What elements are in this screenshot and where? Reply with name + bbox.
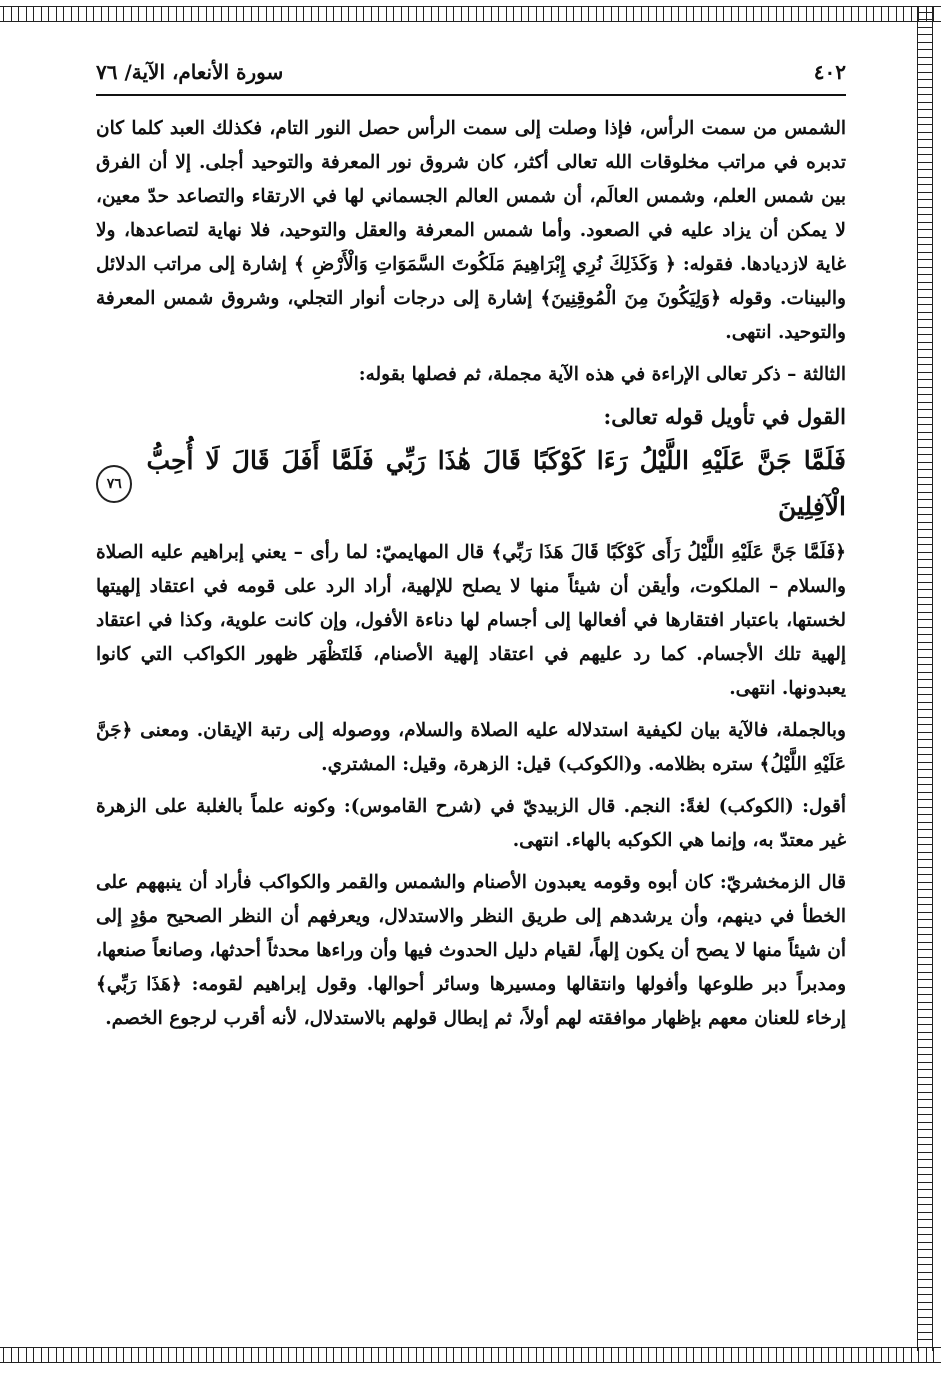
page-content [96, 60, 846, 1044]
paragraph-bottom-1: ﴿فَلَمَّا جَنَّ عَلَيْهِ اللَّيْلُ رَأَى كَوْكَبًا قَالَ هَذَا رَبِّي﴾ قال المهايميّ: لما رأى – يعني إبراهيم عليه الصلاة والسلام – الملكوت، وأيقن أن شيئاً منها لا يصلح للإلهية، أراد الرد على قومه في اعتقاد إلهيتها لخستها، باعتبار افتقارها في أفعالها إلى أجسام لها دناءة الأفول، وإن كانت علوية، وكذا في اعتقاد إلهية تلك الأجسام. كما رد عليهم في اعتقاد إلهية الأصنام، فَلتَظْهَر ظهور الكواكب التي كانوا يعبدونها. انتهى. [96, 542, 846, 699]
decorative-border-top [0, 6, 941, 22]
decorative-border-right [917, 6, 933, 1351]
paragraph-top-1: الشمس من سمت الرأس، فإذا وصلت إلى سمت الرأس حصل النور التام، فكذلك العبد كلما كان تدبره في مراتب مخلوقات الله تعالى أكثر، كان شروق نور المعرفة والتوحيد أجلى. إلا أن الفرق بين شمس العلم، وشمس العالَم، أن شمس العالم الجسماني لها في الارتقاء والتصاعد حدّ معين، لا يمكن أن يزاد عليه في الصعود. وأما شمس المعرفة والعقل والتوحيد، فلا نهاية لتصاعدها، ولا غاية لازديادها. فقوله: ﴿ وَكَذَلِكَ نُرِي إِبْرَاهِيمَ مَلَكُوتَ السَّمَوَاتِ وَالْأَرْضِ ﴾ إشارة إلى مراتب الدلائل والبينات. وقوله ﴿وَلِيَكُونَ مِنَ الْمُوقِنِينَ﴾ إشارة إلى درجات أنوار التجلي، وشروق شمس المعرفة والتوحيد. انتهى. [96, 118, 846, 343]
ayah-number-marker: ٧٦ [96, 465, 132, 503]
surah-title: سورة الأنعام، الآية/ ٧٦ [96, 60, 284, 84]
paragraph-top-2: الثالثة – ذكر تعالى الإراءة في هذه الآية مجملة، ثم فصلها بقوله: [358, 364, 846, 385]
decorative-border-bottom [0, 1347, 941, 1363]
quran-verse [96, 438, 846, 530]
page-number: ٤٠٢ [813, 60, 846, 84]
paragraph-bottom-2: وبالجملة، فالآية بيان لكيفية استدلاله عليه الصلاة والسلام، ووصوله إلى رتبة الإيقان. ومعنى ﴿جَنَّ عَلَيْهِ اللَّيْلُ﴾ ستره بظلامه. و(الكوكب) قيل: الزهرة، وقيل: المشتري. [96, 720, 846, 775]
verse-text: فَلَمَّا جَنَّ عَلَيْهِ اللَّيْلُ رَءَا كَوْكَبًا قَالَ هَٰذَا رَبِّي فَلَمَّا أَفَلَ قَالَ لَا أُحِبُّ الْآفِلِينَ [146, 446, 846, 521]
paragraph-bottom-3: أقول: (الكوكب) لغةً: النجم. قال الزبيديّ في (شرح القاموس): وكونه علماً بالغلبة على الزهرة غير معتدّ به، وإنما هي الكوكبه بالهاء. انتهى. [96, 796, 846, 851]
section-heading: القول في تأويل قوله تعالى: [603, 404, 846, 429]
paragraph-bottom-4: قال الزمخشريّ: كان أبوه وقومه يعبدون الأصنام والشمس والقمر والكواكب فأراد أن ينبههم على الخطأ في دينهم، وأن يرشدهم إلى طريق النظر والاستدلال، ويعرفهم أن النظر الصحيح مؤدٍ إلى أن شيئاً منها لا يصح أن يكون إلهاً، لقيام دليل الحدوث فيها وأن وراءها محدثاً أحدثها، وصانعاً صنعها، ومدبراً دبر طلوعها وأفولها وانتقالها ومسيرها وسائر أحوالها. وقول إبراهيم لقومه: ﴿هَذَا رَبِّي﴾ إرخاء للعنان معهم بإظهار موافقته لهم أولاً، ثم إبطال قولهم بالاستدلال، لأنه أقرب لرجوع الخصم. [96, 872, 846, 1029]
page-header [96, 60, 846, 96]
